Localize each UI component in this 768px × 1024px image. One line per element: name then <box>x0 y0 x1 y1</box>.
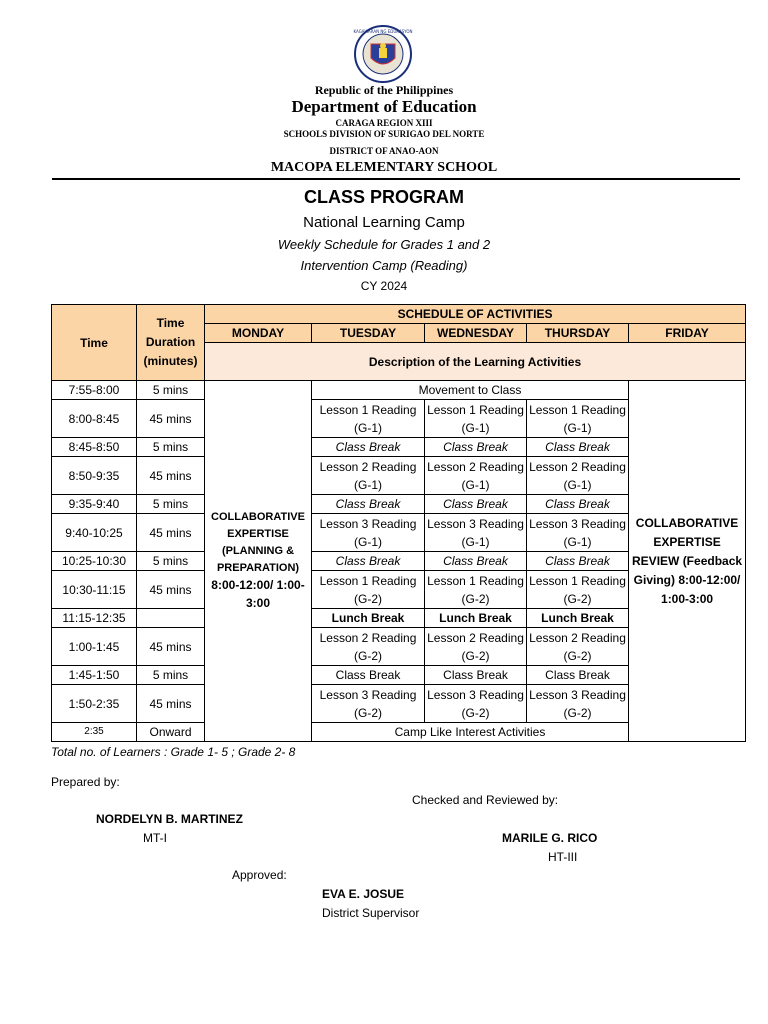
camp-description: Intervention Camp (Reading) <box>300 258 468 273</box>
activity-cell: Lunch Break <box>425 609 527 628</box>
svg-text:KAGAWARAN NG EDUKASYON: KAGAWARAN NG EDUKASYON <box>353 29 413 34</box>
activity-cell: Movement to Class <box>312 381 629 400</box>
activity-cell: Class Break <box>425 666 527 685</box>
day-header: MONDAY <box>205 324 312 343</box>
activity-cell: Lesson 3 Reading (G-2) <box>425 685 527 723</box>
time-cell: 9:35-9:40 <box>52 495 137 514</box>
time-cell: 10:30-11:15 <box>52 571 137 609</box>
time-cell: 9:40-10:25 <box>52 514 137 552</box>
duration-cell: 5 mins <box>137 381 205 400</box>
duration-cell: 45 mins <box>137 628 205 666</box>
time-cell: 1:50-2:35 <box>52 685 137 723</box>
duration-cell: 5 mins <box>137 438 205 457</box>
activity-cell: Class Break <box>312 438 425 457</box>
time-cell: 1:45-1:50 <box>52 666 137 685</box>
time-header: Time <box>52 305 137 381</box>
activity-cell: Lesson 2 Reading (G-2) <box>527 628 629 666</box>
time-cell: 2:35 <box>52 723 137 742</box>
time-cell: 1:00-1:45 <box>52 628 137 666</box>
activity-cell: Lunch Break <box>312 609 425 628</box>
activity-cell: Lesson 2 Reading (G-2) <box>425 628 527 666</box>
school-name: MACOPA ELEMENTARY SCHOOL <box>270 160 498 175</box>
duration-cell: 5 mins <box>137 552 205 571</box>
activity-cell: Lesson 1 Reading (G-1) <box>425 400 527 438</box>
activity-cell: Class Break <box>425 438 527 457</box>
approver-title: District Supervisor <box>322 906 420 920</box>
monday-text: COLLABORATIVE EXPERTISE (PLANNING & PREPARATION) <box>211 511 305 574</box>
district-line: DISTRICT OF ANAO-AON <box>329 146 439 156</box>
approved-label: Approved: <box>232 868 287 882</box>
friday-activity: COLLABORATIVE EXPERTISE REVIEW (Feedback Giving) 8:00-12:00/ 1:00-3:00 <box>629 381 746 742</box>
activity-cell: Class Break <box>425 495 527 514</box>
preparer-title: MT-I <box>143 831 167 845</box>
calendar-year: CY 2024 <box>360 279 408 293</box>
activity-cell: Lesson 1 Reading (G-2) <box>425 571 527 609</box>
activity-cell: Lesson 3 Reading (G-1) <box>425 514 527 552</box>
duration-cell: 45 mins <box>137 571 205 609</box>
page-title: CLASS PROGRAM <box>303 187 464 207</box>
day-header: TUESDAY <box>312 324 425 343</box>
schedule-header: SCHEDULE OF ACTIVITIES <box>205 305 746 324</box>
activity-cell: Lesson 2 Reading (G-1) <box>425 457 527 495</box>
schedule-description: Weekly Schedule for Grades 1 and 2 <box>277 237 491 252</box>
division-line: SCHOOLS DIVISION OF SURIGAO DEL NORTE <box>283 129 485 139</box>
description-header: Description of the Learning Activities <box>205 343 746 381</box>
duration-cell: 5 mins <box>137 495 205 514</box>
department-line: Department of Education <box>291 97 477 116</box>
activity-cell: Lesson 2 Reading (G-2) <box>312 628 425 666</box>
time-cell: 11:15-12:35 <box>52 609 137 628</box>
activity-cell: Lesson 3 Reading (G-1) <box>312 514 425 552</box>
activity-cell: Class Break <box>312 495 425 514</box>
duration-cell: 45 mins <box>137 685 205 723</box>
approver-name: EVA E. JOSUE <box>322 887 405 901</box>
deped-seal-icon <box>349 24 417 84</box>
activity-cell: Lesson 1 Reading (G-2) <box>527 571 629 609</box>
learners-total: Total no. of Learners : Grade 1- 5 ; Grade 2- 8 <box>51 745 296 759</box>
header-divider <box>52 178 740 180</box>
activity-cell: Lesson 1 Reading (G-2) <box>312 571 425 609</box>
activity-cell: Class Break <box>425 552 527 571</box>
time-cell: 7:55-8:00 <box>52 381 137 400</box>
activity-cell: Lesson 3 Reading (G-2) <box>312 685 425 723</box>
duration-cell <box>137 609 205 628</box>
time-cell: 8:00-8:45 <box>52 400 137 438</box>
checked-by-label: Checked and Reviewed by: <box>412 793 559 807</box>
checker-name: MARILE G. RICO <box>502 831 598 845</box>
preparer-name: NORDELYN B. MARTINEZ <box>96 812 243 826</box>
duration-cell: 45 mins <box>137 457 205 495</box>
duration-cell: Onward <box>137 723 205 742</box>
activity-cell: Lesson 2 Reading (G-1) <box>527 457 629 495</box>
day-header: THURSDAY <box>527 324 629 343</box>
activity-cell: Class Break <box>312 666 425 685</box>
class-schedule-table <box>51 304 746 742</box>
time-cell: 8:45-8:50 <box>52 438 137 457</box>
activity-cell: Class Break <box>527 438 629 457</box>
region-line: CARAGA REGION XIII <box>335 118 433 128</box>
activity-cell: Camp Like Interest Activities <box>312 723 629 742</box>
page-subtitle: National Learning Camp <box>303 214 465 231</box>
duration-cell: 45 mins <box>137 514 205 552</box>
duration-cell: 5 mins <box>137 666 205 685</box>
time-cell: 10:25-10:30 <box>52 552 137 571</box>
activity-cell: Lesson 3 Reading (G-1) <box>527 514 629 552</box>
day-header: FRIDAY <box>629 324 746 343</box>
activity-cell: Lesson 1 Reading (G-1) <box>312 400 425 438</box>
activity-cell: Class Break <box>527 666 629 685</box>
monday-time: 8:00-12:00/ 1:00-3:00 <box>211 578 305 610</box>
activity-cell: Class Break <box>527 552 629 571</box>
activity-cell: Lunch Break <box>527 609 629 628</box>
activity-cell: Lesson 1 Reading (G-1) <box>527 400 629 438</box>
prepared-by-label: Prepared by: <box>51 775 120 789</box>
activity-cell: Class Break <box>527 495 629 514</box>
time-cell: 8:50-9:35 <box>52 457 137 495</box>
monday-activity <box>205 381 312 742</box>
duration-cell: 45 mins <box>137 400 205 438</box>
activity-cell: Class Break <box>312 552 425 571</box>
checker-title: HT-III <box>548 850 578 864</box>
republic-line: Republic of the Philippines <box>314 83 454 97</box>
activity-cell: Lesson 2 Reading (G-1) <box>312 457 425 495</box>
day-header: WEDNESDAY <box>425 324 527 343</box>
duration-header: Time Duration (minutes) <box>137 305 205 381</box>
activity-cell: Lesson 3 Reading (G-2) <box>527 685 629 723</box>
